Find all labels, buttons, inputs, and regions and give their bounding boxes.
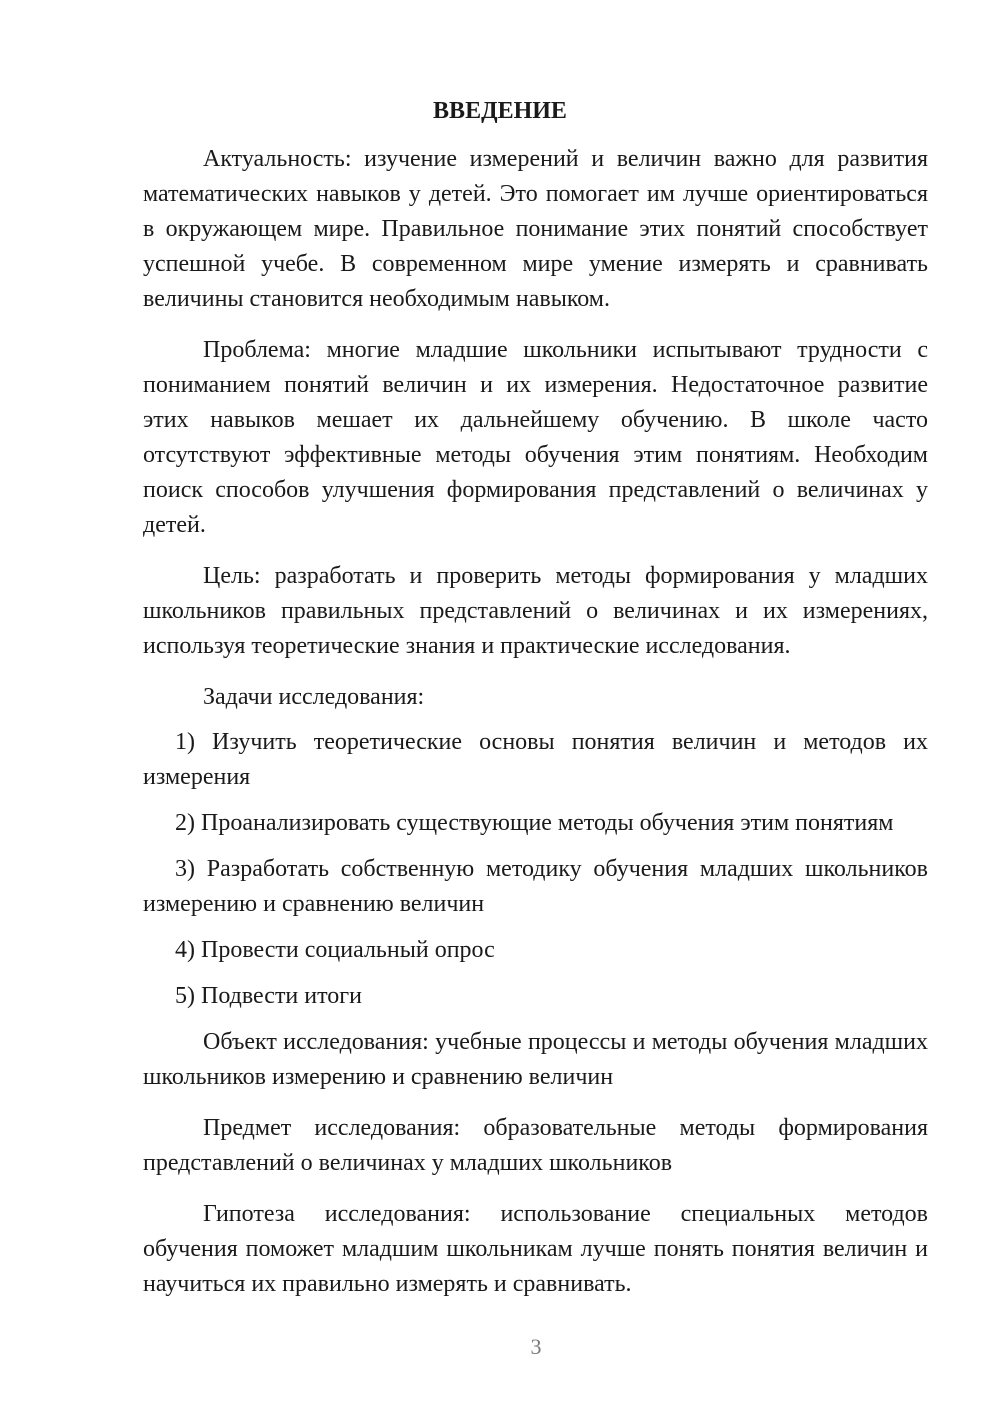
task-item-3: 3) Разработать собственную методику обучения младших школьников измерению и сравнению величин	[143, 856, 928, 917]
task-item-1: 1) Изучить теоретические основы понятия величин и методов их измерения	[143, 729, 928, 790]
tasks-heading: Задачи исследования:	[203, 684, 425, 710]
page-number: 3	[530, 1334, 542, 1359]
research-object-paragraph: Объект исследования: учебные процессы и методы обучения младших школьников измерению и сравнению величин	[143, 1029, 928, 1090]
hypothesis-paragraph: Гипотеза исследования: использование специальных методов обучения поможет младшим школьникам лучше понять понятия величин и научиться их правильно измерять и сравнивать.	[143, 1201, 928, 1297]
goal-paragraph: Цель: разработать и проверить методы формирования у младших школьников правильных представлений о величинах и их измерениях, используя теоретические знания и практические исследования.	[143, 563, 928, 659]
task-item-4: 4) Провести социальный опрос	[175, 937, 495, 963]
document-body	[143, 142, 928, 1318]
relevance-paragraph: Актуальность: изучение измерений и величин важно для развития математических навыков у детей. Это помогает им лучше ориентироваться в окружающем мире. Правильное понимание этих понятий способствует успешной учебе. В современном мире умение измерять и сравнивать величины становится необходимым навыком.	[143, 146, 928, 312]
task-item-2: 2) Проанализировать существующие методы обучения этим понятиям	[175, 810, 894, 836]
problem-paragraph: Проблема: многие младшие школьники испытывают трудности с пониманием понятий величин и их измерения. Недостаточное развитие этих навыков мешает их дальнейшему обучению. В школе часто отсутствуют эффективные методы обучения этим понятиям. Необходим поиск способов улучшения формирования представлений о величинах у детей.	[143, 337, 928, 538]
research-subject-paragraph: Предмет исследования: образовательные методы формирования представлений о величинах у младших школьников	[143, 1115, 928, 1176]
task-item-5: 5) Подвести итоги	[175, 983, 362, 1009]
page-title: ВВЕДЕНИЕ	[433, 98, 567, 124]
